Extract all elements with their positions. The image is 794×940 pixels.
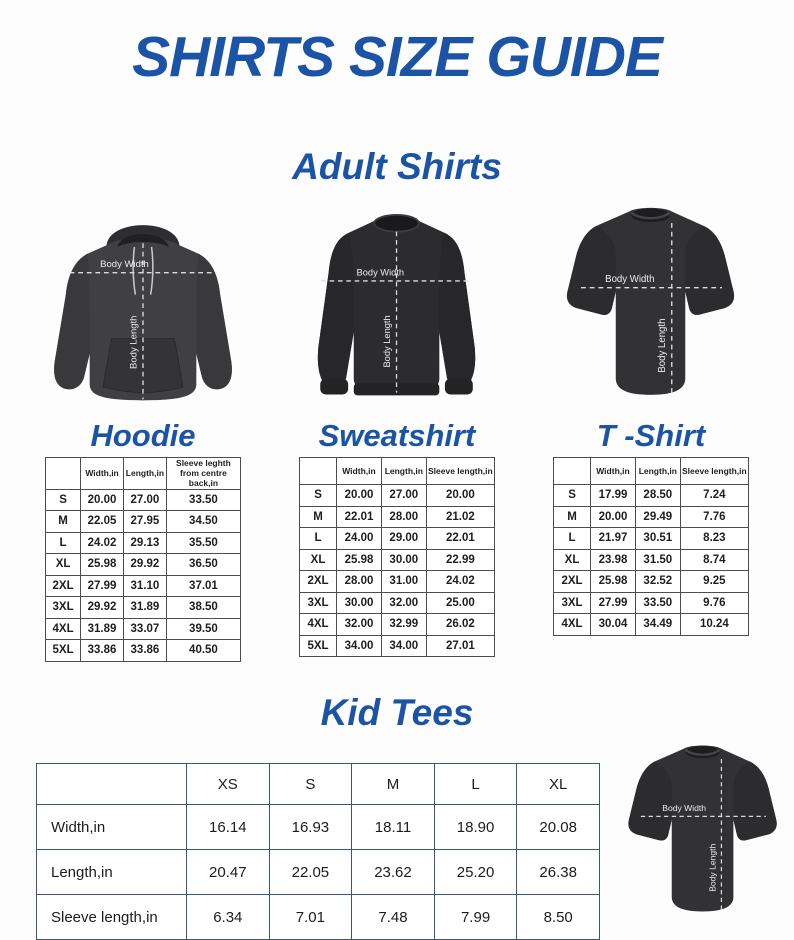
cell-value: 35.50	[166, 532, 240, 554]
cell-value: 31.00	[381, 571, 426, 593]
table-row	[46, 532, 241, 554]
cell-value: 21.97	[591, 528, 636, 550]
header-row	[554, 458, 749, 485]
cell-value: 16.93	[269, 805, 352, 850]
table-row	[46, 575, 241, 597]
cell-value: 28.50	[635, 485, 680, 507]
column-header: Sleeve leghth from centre back,in	[166, 458, 240, 490]
cell-value: 39.50	[166, 618, 240, 640]
cell-value: 33.50	[635, 592, 680, 614]
cell-value: 7.76	[680, 506, 748, 528]
cell-value: 20.00	[591, 506, 636, 528]
kid-tee-left-sleeve	[628, 762, 671, 841]
cell-value: 28.00	[381, 506, 426, 528]
table-row	[554, 592, 749, 614]
cell-value: 17.99	[591, 485, 636, 507]
row-label: Length,in	[37, 850, 187, 895]
column-header: S	[269, 764, 352, 805]
cell-value: 8.23	[680, 528, 748, 550]
table-row	[554, 485, 749, 507]
row-label: 4XL	[554, 614, 591, 636]
sweatshirt-column	[299, 196, 495, 662]
table-row	[37, 895, 600, 940]
body-width-label: Body Width	[605, 273, 655, 285]
row-label: L	[554, 528, 591, 550]
table-row	[46, 554, 241, 576]
row-label: 3XL	[554, 592, 591, 614]
cell-value: 6.34	[187, 895, 270, 940]
row-label: 5XL	[300, 635, 337, 657]
body-length-label: Body Length	[382, 315, 393, 368]
cell-value: 8.50	[517, 895, 600, 940]
cell-value: 29.92	[81, 597, 124, 619]
sweatshirt-label: Sweatshirt	[318, 418, 476, 453]
table-row	[46, 511, 241, 533]
row-label: L	[300, 528, 337, 550]
cell-value: 31.89	[81, 618, 124, 640]
adult-products-row	[0, 196, 794, 662]
cell-value: 22.05	[81, 511, 124, 533]
cell-value: 27.00	[123, 489, 166, 511]
body-length-label: Body Length	[656, 318, 668, 373]
cell-value: 21.02	[426, 506, 494, 528]
cell-value: 22.99	[426, 549, 494, 571]
cell-value: 33.07	[123, 618, 166, 640]
table-row	[46, 597, 241, 619]
cell-value: 20.47	[187, 850, 270, 895]
row-label: S	[554, 485, 591, 507]
cell-value: 29.92	[123, 554, 166, 576]
row-label: Width,in	[37, 805, 187, 850]
cell-value: 31.10	[123, 575, 166, 597]
cell-value: 28.00	[337, 571, 382, 593]
table-row	[554, 571, 749, 593]
row-label: M	[46, 511, 81, 533]
hoodie-column	[45, 196, 241, 662]
row-label: Sleeve length,in	[37, 895, 187, 940]
sweatshirt-size-table	[299, 457, 495, 657]
row-label: M	[554, 506, 591, 528]
body-width-label: Body Width	[356, 267, 405, 278]
table-row	[300, 506, 495, 528]
cell-value: 27.95	[123, 511, 166, 533]
table-row	[46, 618, 241, 640]
column-header: Width,in	[337, 458, 382, 485]
adult-shirts-heading: Adult Shirts	[292, 146, 502, 187]
sweatshirt-image	[297, 196, 497, 418]
tshirt-size-table	[553, 457, 749, 636]
row-label: S	[300, 485, 337, 507]
sweatshirt-right-cuff	[445, 379, 473, 395]
cell-value: 20.08	[517, 805, 600, 850]
cell-value: 37.01	[166, 575, 240, 597]
kid-tees-heading: Kid Tees	[320, 692, 474, 733]
cell-value: 7.99	[434, 895, 517, 940]
column-header	[554, 458, 591, 485]
cell-value: 26.38	[517, 850, 600, 895]
cell-value: 34.49	[635, 614, 680, 636]
cell-value: 9.76	[680, 592, 748, 614]
cell-value: 18.11	[352, 805, 435, 850]
body-width-label: Body Width	[100, 259, 149, 270]
cell-value: 30.04	[591, 614, 636, 636]
column-header: XS	[187, 764, 270, 805]
cell-value: 38.50	[166, 597, 240, 619]
cell-value: 33.86	[123, 640, 166, 662]
cell-value: 8.74	[680, 549, 748, 571]
column-header: XL	[517, 764, 600, 805]
column-header	[46, 458, 81, 490]
cell-value: 30.00	[381, 549, 426, 571]
cell-value: 18.90	[434, 805, 517, 850]
cell-value: 33.86	[81, 640, 124, 662]
cell-value: 22.01	[337, 506, 382, 528]
table-row	[554, 549, 749, 571]
cell-value: 29.00	[381, 528, 426, 550]
cell-value: 32.00	[381, 592, 426, 614]
cell-value: 33.50	[166, 489, 240, 511]
column-header	[37, 764, 187, 805]
cell-value: 22.01	[426, 528, 494, 550]
table-row	[554, 528, 749, 550]
table-row	[46, 489, 241, 511]
cell-value: 40.50	[166, 640, 240, 662]
cell-value: 25.00	[426, 592, 494, 614]
cell-value: 23.62	[352, 850, 435, 895]
cell-value: 27.00	[381, 485, 426, 507]
row-label: 4XL	[46, 618, 81, 640]
row-label: M	[300, 506, 337, 528]
cell-value: 29.49	[635, 506, 680, 528]
column-header	[300, 458, 337, 485]
column-header: Length,in	[381, 458, 426, 485]
cell-value: 25.20	[434, 850, 517, 895]
table-row	[554, 506, 749, 528]
cell-value: 25.98	[337, 549, 382, 571]
table-row	[37, 805, 600, 850]
table-row	[46, 640, 241, 662]
cell-value: 10.24	[680, 614, 748, 636]
cell-value: 7.24	[680, 485, 748, 507]
tshirt-left-sleeve	[567, 226, 616, 315]
cell-value: 32.52	[635, 571, 680, 593]
column-header: M	[352, 764, 435, 805]
column-header: L	[434, 764, 517, 805]
cell-value: 34.50	[166, 511, 240, 533]
hoodie-label: Hoodie	[90, 418, 196, 453]
column-header: Sleeve length,in	[426, 458, 494, 485]
cell-value: 30.00	[337, 592, 382, 614]
cell-value: 22.05	[269, 850, 352, 895]
row-label: 2XL	[46, 575, 81, 597]
column-header: Length,in	[123, 458, 166, 490]
cell-value: 34.00	[337, 635, 382, 657]
cell-value: 31.89	[123, 597, 166, 619]
row-label: 2XL	[554, 571, 591, 593]
cell-value: 29.13	[123, 532, 166, 554]
tshirt-column	[553, 196, 749, 662]
tshirt-right-sleeve	[685, 226, 734, 315]
cell-value: 25.98	[591, 571, 636, 593]
cell-value: 20.00	[426, 485, 494, 507]
hoodie-left-sleeve	[54, 254, 90, 390]
header-row	[300, 458, 495, 485]
table-row	[300, 614, 495, 636]
kid-tee-right-sleeve	[733, 762, 776, 841]
cell-value: 16.14	[187, 805, 270, 850]
row-label: 3XL	[46, 597, 81, 619]
cell-value: 23.98	[591, 549, 636, 571]
page-title: SHIRTS SIZE GUIDE	[132, 25, 662, 89]
cell-value: 32.99	[381, 614, 426, 636]
column-header: Sleeve length,in	[680, 458, 748, 485]
sweatshirt-left-cuff	[320, 379, 348, 395]
row-label: 5XL	[46, 640, 81, 662]
cell-value: 20.00	[81, 489, 124, 511]
table-row	[300, 635, 495, 657]
cell-value: 9.25	[680, 571, 748, 593]
cell-value: 27.99	[81, 575, 124, 597]
column-header: Width,in	[81, 458, 124, 490]
cell-value: 7.48	[352, 895, 435, 940]
hoodie-image	[43, 196, 243, 418]
column-header: Width,in	[591, 458, 636, 485]
row-label: 2XL	[300, 571, 337, 593]
cell-value: 25.98	[81, 554, 124, 576]
tshirt-image	[551, 196, 751, 418]
tshirt-label: T -Shirt	[596, 418, 706, 453]
cell-value: 31.50	[635, 549, 680, 571]
kid-tee-image	[612, 735, 794, 932]
cell-value: 26.02	[426, 614, 494, 636]
header-row	[37, 764, 600, 805]
hoodie-right-sleeve	[196, 254, 232, 390]
table-row	[300, 549, 495, 571]
row-label: XL	[46, 554, 81, 576]
row-label: XL	[300, 549, 337, 571]
cell-value: 27.01	[426, 635, 494, 657]
table-row	[300, 485, 495, 507]
cell-value: 24.02	[81, 532, 124, 554]
kid-tees-section	[0, 735, 794, 932]
kid-tees-size-table	[36, 763, 600, 940]
cell-value: 36.50	[166, 554, 240, 576]
cell-value: 24.02	[426, 571, 494, 593]
sweatshirt-right-sleeve	[439, 233, 475, 389]
column-header: Length,in	[635, 458, 680, 485]
cell-value: 32.00	[337, 614, 382, 636]
row-label: L	[46, 532, 81, 554]
body-length-label: Body Length	[707, 843, 718, 892]
cell-value: 7.01	[269, 895, 352, 940]
cell-value: 27.99	[591, 592, 636, 614]
cell-value: 20.00	[337, 485, 382, 507]
cell-value: 24.00	[337, 528, 382, 550]
table-row	[300, 592, 495, 614]
sweatshirt-left-sleeve	[318, 233, 354, 389]
row-label: S	[46, 489, 81, 511]
body-width-label: Body Width	[662, 803, 707, 814]
table-row	[37, 850, 600, 895]
table-row	[300, 571, 495, 593]
cell-value: 34.00	[381, 635, 426, 657]
hoodie-size-table	[45, 457, 241, 662]
row-label: 3XL	[300, 592, 337, 614]
cell-value: 30.51	[635, 528, 680, 550]
table-row	[300, 528, 495, 550]
row-label: XL	[554, 549, 591, 571]
header-row	[46, 458, 241, 490]
sweatshirt-collar	[374, 215, 419, 232]
body-length-label: Body Length	[128, 315, 140, 369]
row-label: 4XL	[300, 614, 337, 636]
table-row	[554, 614, 749, 636]
